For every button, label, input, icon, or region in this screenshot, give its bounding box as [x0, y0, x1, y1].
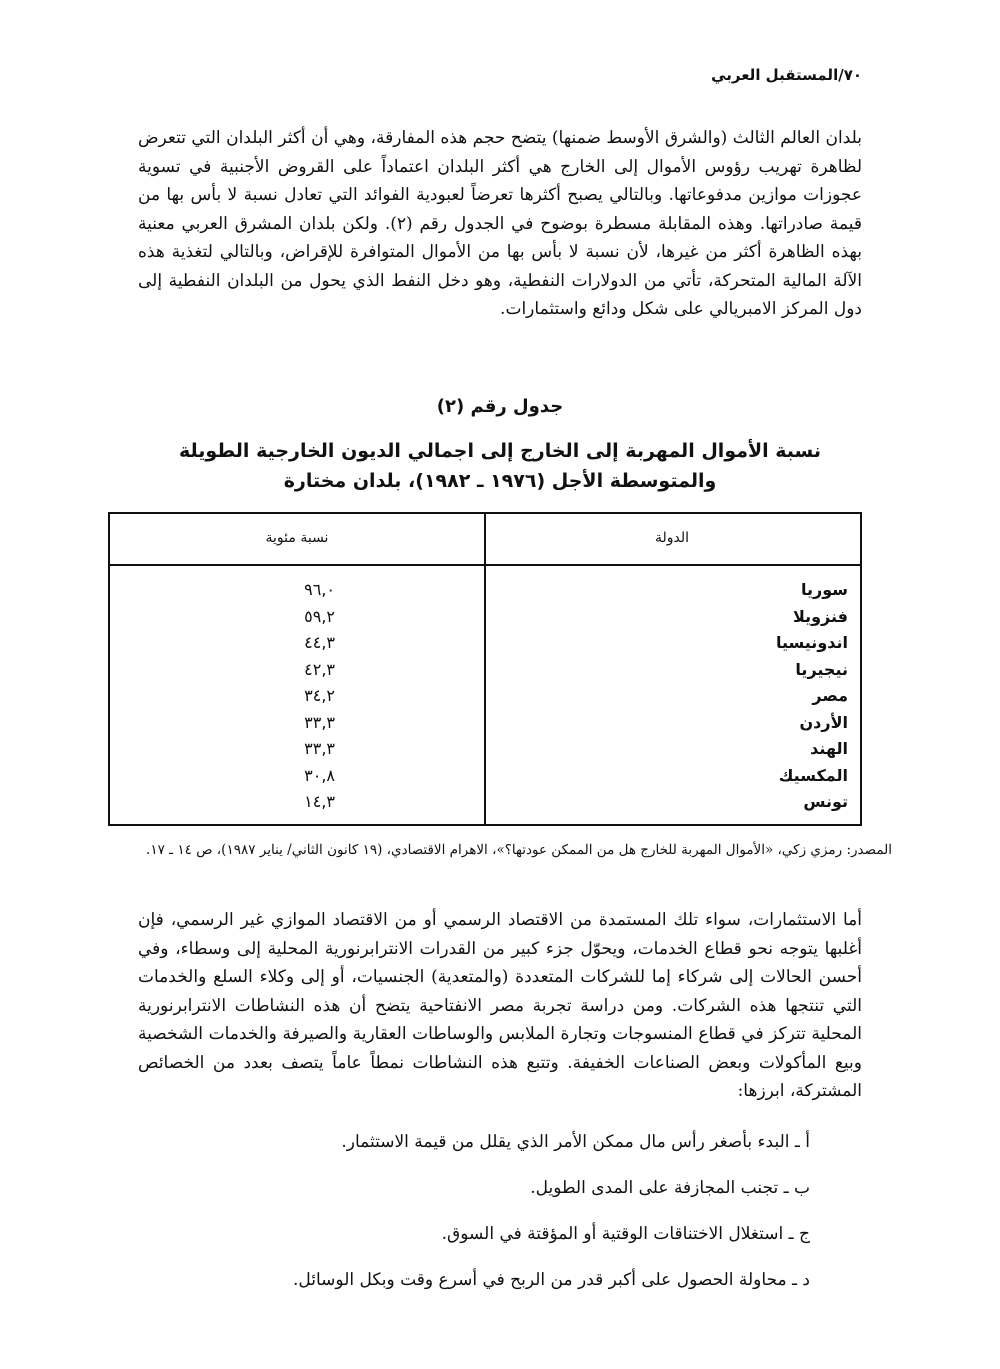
cell-country: سوريا: [801, 580, 848, 599]
cell-country: اندونيسيا: [775, 633, 848, 652]
cell-percent: ٤٢,٣: [304, 659, 335, 679]
table-row: [110, 766, 860, 793]
table-title: نسبة الأموال المهربة إلى الخارج إلى اجمالي الديون الخارجية الطويلة والمتوسطة الأجل (١٩٧٦ ـ ١٩٨٢)، بلدان مختارة: [178, 440, 822, 492]
cell-country: المكسيك: [778, 765, 848, 785]
characteristics-list: [210, 1128, 810, 1312]
cell-country: الهند: [810, 739, 848, 758]
data-table: [108, 512, 862, 826]
cell-percent: ٩٦,٠: [304, 580, 335, 599]
cell-percent: ٣٤,٢: [304, 686, 335, 705]
column-header-country: الدولة: [654, 530, 690, 546]
table-number: جدول رقم (٢): [436, 396, 564, 417]
table-row: [110, 713, 860, 740]
table-row: [110, 686, 860, 713]
column-header-percent: نسبة مئوية: [265, 530, 329, 546]
cell-percent: ١٤,٣: [304, 792, 335, 811]
table-row: [110, 660, 860, 687]
list-item: أ ـ البدء بأصغر رأس مال ممكن الأمر الذي يقلل من قيمة الاستثمار.: [341, 1132, 810, 1152]
cell-percent: ٤٤,٣: [304, 633, 335, 652]
paragraph-1: بلدان العالم الثالث (والشرق الأوسط ضمنها) يتضح حجم هذه المفارقة، وهي أن أكثر البلدان التي تتعرض لظاهرة تهريب رؤوس الأموال إلى الخارج هي أكثر البلدان اعتماداً على القروض الأجنبية في تسوية عجوزات موازين مدفوعاتها. وبالتالي يصبح أكثرها تعرضاً لعبودية الفوائد التي تعادل نسبة لا بأس بها من قيمة صادراتها. وهذه المقابلة مسطرة بوضوح في الجدول رقم (٢). ولكن بلدان المشرق العربي معنية بهذه الظاهرة أكثر من غيرها، لأن نسبة لا بأس بها من الأموال المتوافرة للإقراض، وبالتالي لتغذية هذه الآلة المالية المتحركة، تأتي من الدولارات النفطية، وهو دخل النفط الذي يحول من البلدان النفطية إلى دول المركز الامبريالي على شكل ودائع واستثمارات.: [138, 128, 862, 319]
list-item: د ـ محاولة الحصول على أكبر قدر من الربح في أسرع وقت وبكل الوسائل.: [292, 1270, 810, 1290]
cell-country: تونس: [803, 792, 848, 811]
paragraph-2: أما الاستثمارات، سواء تلك المستمدة من الاقتصاد الرسمي أو من الاقتصاد الموازي غير الرسمي، فإن أغلبها يتوجه نحو قطاع الخدمات، ويحوّل جزء كبير من القدرات الانترابرنورية المحلية إلى وسطاء، وفي أحسن الحالات إلى شركاء إما للشركات المتعددة (والمتعدية) الجنسيات، أو إلى وكلاء السلع والخدمات التي تنتجها هذه الشركات. ومن دراسة تجربة مصر الانفتاحية يتضح أن هذه النشاطات الانترابرنورية المحلية تتركز في قطاع المنسوجات وتجارة الملابس والوساطات العقارية والصيرفة والخدمات الشخصية وبيع المأكولات وبعض الصناعات الخفيفة. وتتبع هذه النشاطات نمطاً عاماً يتصف بعدد من الخصائص المشتركة، ابرزها:: [138, 910, 862, 1101]
cell-percent: ٣٣,٣: [304, 739, 335, 758]
cell-country: مصر: [812, 686, 848, 705]
list-item: ب ـ تجنب المجازفة على المدى الطويل.: [530, 1178, 810, 1198]
table-row: [110, 792, 860, 819]
running-header: ٧٠/المستقبل العربي: [711, 66, 862, 84]
table-row: [110, 580, 860, 607]
cell-country: فنزويلا: [792, 606, 848, 626]
table-source-note: المصدر: رمزي زكي، «الأموال المهربة للخارج هل من الممكن عودتها؟»، الاهرام الاقتصادي، (١٩ كانون الثاني/ يناير ١٩٨٧)، ص ١٤ ـ ١٧.: [146, 842, 892, 858]
table-header-row: [110, 514, 860, 566]
list-item: ج ـ استغلال الاختناقات الوقتية أو المؤقتة في السوق.: [441, 1224, 810, 1244]
cell-percent: ٥٩,٢: [304, 606, 335, 626]
table-row: [110, 607, 860, 634]
table-row: [110, 739, 860, 766]
table-row: [110, 633, 860, 660]
cell-country: نيجيريا: [795, 659, 848, 679]
cell-country: الأردن: [799, 712, 848, 732]
cell-percent: ٣٣,٣: [304, 712, 335, 732]
table-body: [110, 580, 860, 819]
cell-percent: ٣٠,٨: [304, 765, 335, 785]
